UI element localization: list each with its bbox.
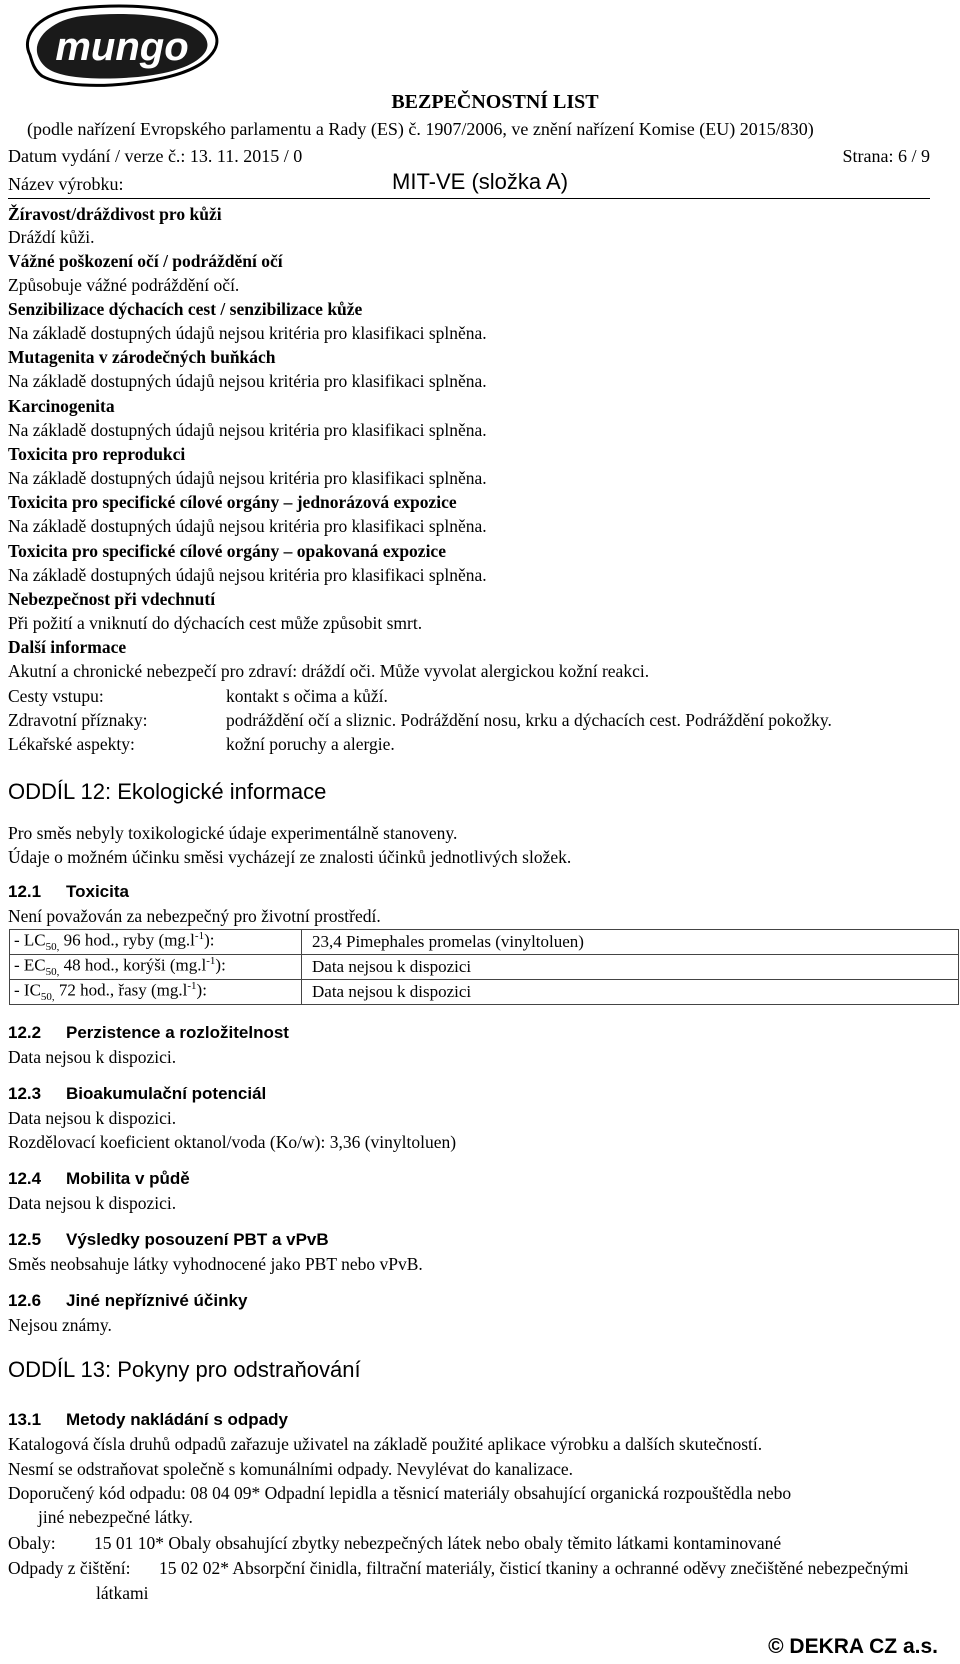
paragraph: jiné nebezpečné látky. [38,1507,193,1527]
toxicity-table [9,929,959,1005]
mungo-logo [10,0,250,95]
kv-row [8,710,832,731]
table-cell-label: - $IC_{50,}$ 72 hod., řasy $(mg.l^{-1})$: [10,980,302,1005]
paragraph: Katalogová čísla druhů odpadů zařazuje uživatel na základě použité aplikace výrobku a dalších skutečností. [8,1434,763,1454]
table-row [10,955,959,980]
document-title: BEZPEČNOSTNÍ LIST [391,91,599,113]
tox-text: Na základě dostupných údajů nejsou kritéria pro klasifikaci splněna. [8,516,487,536]
tox-text: Na základě dostupných údajů nejsou kritéria pro klasifikaci splněna. [8,323,487,343]
tox-text: Akutní a chronické nebezpečí pro zdraví: dráždí oči. Může vyvolat alergickou kožní reakci. [8,661,650,681]
table-cell-value: Data nejsou k dispozici [302,955,959,980]
tox-text: Na základě dostupných údajů nejsou kritéria pro klasifikaci splněna. [8,565,487,585]
paragraph: Doporučený kód odpadu: 08 04 09* Odpadní lepidla a těsnicí materiály obsahující organická rozpouštědla nebo [8,1483,792,1503]
kv-key: Lékařské aspekty: [8,734,135,754]
kv-value: podráždění očí a sliznic. Podráždění nosu, krku a dýchacích cest. Podráždění pokožky. [226,710,832,730]
paragraph: Data nejsou k dispozici. [8,1193,177,1213]
kv-key: Cesty vstupu: [8,686,104,706]
footer-copyright: © DEKRA CZ a.s. [768,1635,938,1658]
section-12-title: ODDÍL 12: Ekologické informace [8,779,327,804]
kv-row [8,734,395,755]
tox-heading: Toxicita pro specifické cílové orgány – jednorázová expozice [8,492,457,512]
logo-text: mungo [55,25,189,69]
tox-text: Při požití a vniknutí do dýchacích cest může způsobit smrt. [8,613,423,633]
document-subtitle: (podle nařízení Evropského parlamentu a Rady (ES) č. 1907/2006, ve znění nařízení Komise (EU) 2015/830) [27,119,814,139]
subsection-heading: 12.1 Toxicita [8,882,129,901]
paragraph: Směs neobsahuje látky vyhodnocené jako PBT nebo vPvB. [8,1254,423,1274]
kv-value: kontakt s očima a kůží. [226,686,388,706]
table-cell-value: 23,4 Pimephales promelas (vinyltoluen) [302,930,959,955]
paragraph: Pro směs nebyly toxikologické údaje experimentálně stanoveny. [8,823,458,843]
tox-heading: Vážné poškození očí / podráždění očí [8,251,283,271]
tox-heading: Toxicita pro reprodukci [8,444,186,464]
kv-key: Zdravotní příznaky: [8,710,148,730]
section-13-title: ODDÍL 13: Pokyny pro odstraňování [8,1357,361,1382]
subsection-heading: 12.2 Perzistence a rozložitelnost [8,1023,289,1042]
tox-heading: Nebezpečnost při vdechnutí [8,589,216,609]
paragraph: Data nejsou k dispozici. [8,1047,177,1067]
kv-row [8,686,388,707]
waste-row [8,1556,938,1606]
waste-value: 15 02 02* Absorpční činidla, filtrační materiály, čisticí tkaniny a ochranné oděvy znečištěné nebezpečnými látkami [96,1558,909,1603]
table-row [10,930,959,955]
paragraph: Data nejsou k dispozici. [8,1108,177,1128]
table-cell-value: Data nejsou k dispozici [302,980,959,1005]
tox-heading: Žíravost/dráždivost pro kůži [8,204,222,224]
tox-text: Na základě dostupných údajů nejsou kritéria pro klasifikaci splněna. [8,420,487,440]
subsection-heading: 13.1 Metody nakládání s odpady [8,1410,288,1429]
table-row [10,980,959,1005]
tox-text: Na základě dostupných údajů nejsou kritéria pro klasifikaci splněna. [8,371,487,391]
kv-value: kožní poruchy a alergie. [226,734,395,754]
product-label: Název výrobku: [8,174,124,194]
waste-key: Obaly: [8,1533,56,1553]
table-cell-label: - $EC_{50,}$ 48 hod., korýši $(mg.l^{-1})$: [10,955,302,980]
subsection-heading: 12.4 Mobilita v půdě [8,1169,190,1188]
waste-value: 15 01 10* Obaly obsahující zbytky nebezpečných látek nebo obaly těmito látkami kontaminované [94,1533,782,1553]
page-number: Strana: 6 / 9 [842,146,930,166]
tox-text: Dráždí kůži. [8,227,95,247]
tox-heading: Karcinogenita [8,396,115,416]
tox-heading: Senzibilizace dýchacích cest / senzibilizace kůže [8,299,363,319]
waste-row [8,1531,938,1556]
subsection-heading: 12.5 Výsledky posouzení PBT a vPvB [8,1230,329,1249]
issue-date: Datum vydání / verze č.: 13. 11. 2015 / 0 [8,146,303,166]
tox-text: Způsobuje vážné podráždění očí. [8,275,240,295]
tox-text: Na základě dostupných údajů nejsou kritéria pro klasifikaci splněna. [8,468,487,488]
waste-key: Odpady z čištění: [8,1558,131,1578]
paragraph: Není považován za nebezpečný pro životní prostředí. [8,906,381,926]
tox-heading: Toxicita pro specifické cílové orgány – opakovaná expozice [8,541,446,561]
paragraph: Nejsou známy. [8,1315,112,1335]
table-cell-label: - $LC_{50,}$ 96 hod., ryby $(mg.l^{-1})$: [10,930,302,955]
paragraph: Rozdělovací koeficient oktanol/voda (Ko/w): 3,36 (vinyltoluen) [8,1132,457,1152]
paragraph: Údaje o možném účinku směsi vycházejí ze znalosti účinků jednotlivých složek. [8,847,572,867]
subsection-heading: 12.6 Jiné nepříznivé účinky [8,1291,248,1310]
tox-heading: Další informace [8,637,127,657]
product-name: MIT-VE (složka A) [392,169,569,194]
subsection-heading: 12.3 Bioakumulační potenciál [8,1084,267,1103]
paragraph: Nesmí se odstraňovat společně s komunálními odpady. Nevylévat do kanalizace. [8,1459,574,1479]
tox-heading: Mutagenita v zárodečných buňkách [8,347,276,367]
